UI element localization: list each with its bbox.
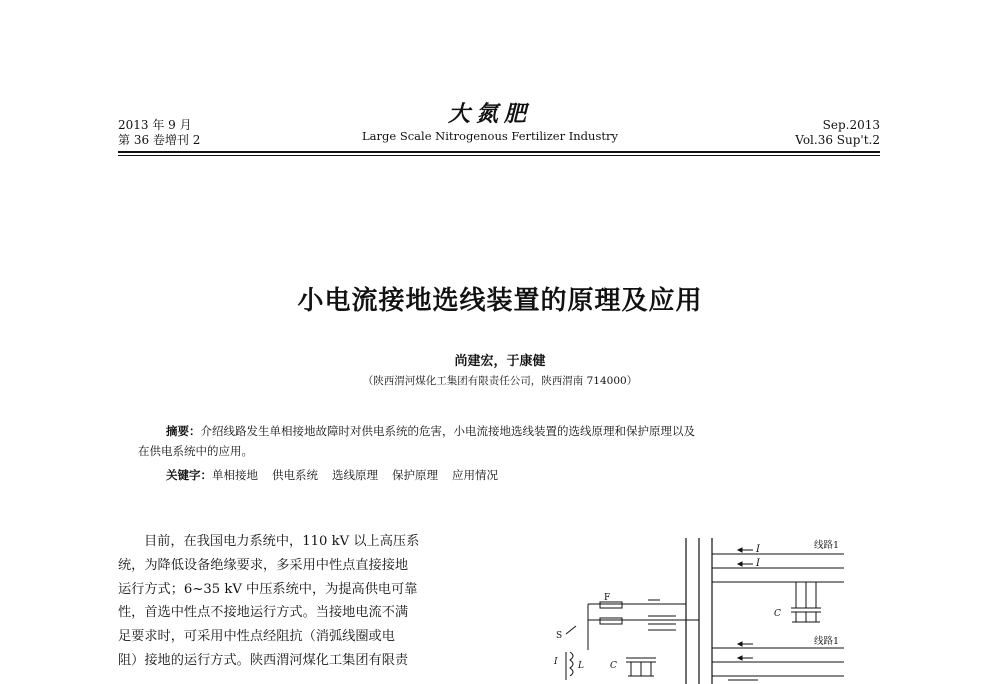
issue-date-en: Sep.2013 — [822, 118, 880, 132]
header-left — [118, 118, 200, 148]
abstract-label: 摘要： — [166, 424, 201, 438]
paper-title: 小电流接地选线装置的原理及应用 — [297, 286, 703, 316]
issue-date-cn: 2013 年 9 月 — [118, 118, 192, 132]
abstract — [138, 421, 862, 461]
issue-volume-cn: 第 36 卷增刊 2 — [118, 133, 201, 147]
keyword-item: 供电系统 — [272, 468, 318, 482]
cap-label-2: C — [610, 661, 617, 671]
switch-blade — [566, 626, 576, 634]
current-ic-label: I — [756, 544, 760, 555]
current-in-label: I — [756, 558, 760, 569]
feeder2-label: 线路1 — [814, 636, 840, 647]
abstract-line-1: 介绍线路发生单相接地故障时对供电系统的危害，小电流接地选线装置的选线原理和保护原理以及 — [200, 424, 695, 438]
body-line: 阻）接地的运行方式。陕西渭河煤化工集团有限责 — [118, 652, 409, 668]
f-label: F — [604, 593, 611, 603]
arrow-head — [738, 548, 742, 552]
arrow-head — [738, 562, 742, 566]
header-rule-thin — [118, 155, 880, 156]
body-line: 目前，在我国电力系统中，110 kV 以上高压系 — [144, 534, 420, 549]
abstract-line-2: 在供电系统中的应用。 — [138, 444, 253, 458]
journal-name-cn: 大氮肥 — [447, 101, 532, 127]
cap-label-1: C — [774, 609, 781, 619]
body-column-left — [118, 530, 478, 673]
body-line: 足要求时，可采用中性点经阻抗（消弧线圈或电 — [118, 629, 395, 645]
il-label: I — [554, 657, 558, 667]
keyword-item: 选线原理 — [332, 468, 378, 482]
keywords-label: 关键字： — [166, 468, 212, 482]
paper-affiliation: （陕西渭河煤化工集团有限责任公司，陕西渭南 714000） — [362, 375, 638, 387]
arrow-head — [738, 656, 742, 660]
s-label: S — [556, 631, 563, 641]
journal-masthead — [340, 101, 640, 143]
keyword-item: 保护原理 — [392, 468, 438, 482]
keyword-item: 应用情况 — [452, 468, 498, 482]
coil-turns — [570, 652, 573, 676]
paper-authors: 尚建宏，于康健 — [454, 354, 546, 369]
body-line: 性，首选中性点不接地运行方式。当接地电流不满 — [118, 605, 409, 621]
body-line: 运行方式；6~35 kV 中压系统中，为提高供电可靠 — [118, 581, 418, 597]
keywords — [166, 467, 512, 483]
feeder1-label: 线路1 — [814, 540, 840, 551]
issue-volume-en: Vol.36 Sup't.2 — [795, 133, 880, 147]
header-right — [795, 118, 880, 148]
l-label: L — [578, 661, 584, 671]
body-line: 统，为降低设备绝缘要求，多采用中性点直接接地 — [118, 557, 409, 573]
header-rule-thick — [118, 151, 880, 153]
arrow-head — [738, 642, 742, 646]
circuit-diagram — [548, 530, 848, 684]
journal-name-en: Large Scale Nitrogenous Fertilizer Industry — [362, 129, 618, 143]
coil-winding — [600, 618, 622, 624]
keyword-item: 单相接地 — [212, 468, 258, 482]
